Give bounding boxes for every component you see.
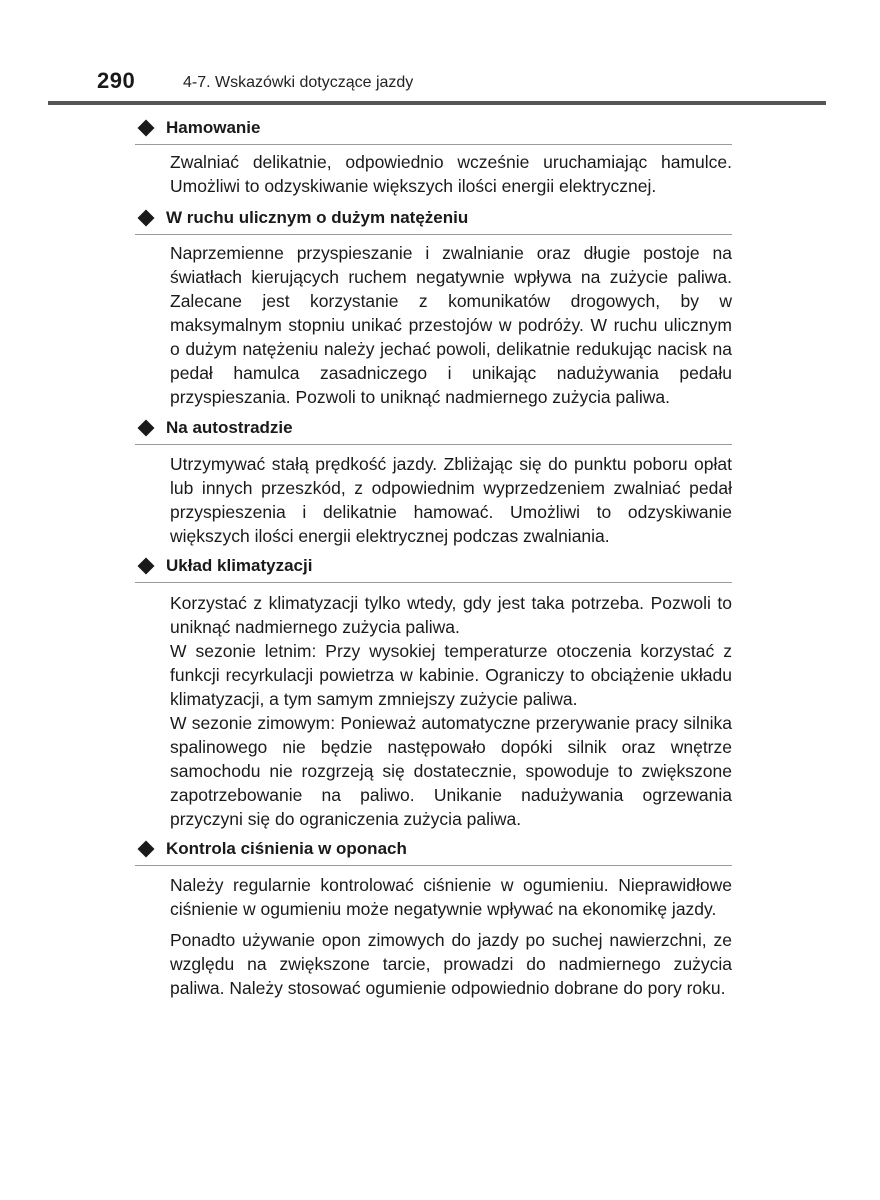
- section-body: [170, 150, 732, 198]
- page-number: 290: [97, 68, 136, 93]
- section-body: [170, 241, 732, 409]
- paragraph: Ponadto używanie opon zimowych do jazdy po suchej nawierzchni, ze względu na zwiększone tarcie, prowadzi do nadmiernego zużycia paliwa. Należy stosować ogumienie odpowiednio dobrane do pory roku.: [170, 930, 732, 998]
- section-title: Na autostradzie: [166, 418, 293, 437]
- paragraph: Utrzymywać stałą prędkość jazdy. Zbliżając się do punktu poboru opłat lub innych przeszkód, z odpowiednim wyprzedzeniem zwalniać pedał przyspieszenia i delikatnie hamować. Umożliwi to odzyskiwanie większych ilości energii elektrycznej podczas zwalniania.: [170, 454, 732, 546]
- header-rule: [48, 101, 826, 105]
- diamond-bullet-icon: [138, 120, 155, 137]
- section-heading: [135, 839, 732, 866]
- section-heading: [135, 556, 732, 583]
- section-title: Hamowanie: [166, 118, 261, 137]
- section-heading: [135, 118, 732, 145]
- diamond-bullet-icon: [138, 420, 155, 437]
- section-body: [170, 452, 732, 548]
- paragraph: W sezonie zimowym: Ponieważ automatyczne przerywanie pracy silnika spalinowego nie będzie następowało dopóki silnik oraz wnętrze samochodu nie rozgrzeją się dostatecznie, spowoduje to zwiększone zapotrzebowanie na paliwo. Unikanie nadużywania ogrzewania przyczyni się do ograniczenia zużycia paliwa.: [170, 713, 732, 829]
- paragraph: Należy regularnie kontrolować ciśnienie w ogumieniu. Nieprawidłowe ciśnienie w ogumieniu może negatywnie wpływać na ekonomikę jazdy.: [170, 875, 732, 919]
- paragraph: W sezonie letnim: Przy wysokiej temperaturze otoczenia korzystać z funkcji recyrkulacji powietrza w kabinie. Ograniczy to obciążenie układu klimatyzacji, a tym samym zmniejszy zużycie paliwa.: [170, 641, 732, 709]
- section-title: Układ klimatyzacji: [166, 556, 313, 575]
- paragraph: Naprzemienne przyspieszanie i zwalnianie oraz długie postoje na światłach kierujących ruchem negatywnie wpływa na zużycie paliwa. Zalecane jest korzystanie z komunikatów drogowych, by w maksymalnym stopniu unikać przestojów w podróży. W ruchu ulicznym o dużym natężeniu należy jechać powoli, delikatnie redukując nacisk na pedał hamulca zasadniczego i unikając nadużywania pedału przyspieszania. Pozwoli to uniknąć nadmiernego zużycia paliwa.: [170, 243, 732, 407]
- section-body: [170, 873, 732, 1000]
- diamond-bullet-icon: [138, 841, 155, 858]
- diamond-bullet-icon: [138, 210, 155, 227]
- chapter-title: 4-7. Wskazówki dotyczące jazdy: [183, 74, 414, 91]
- section-heading: [135, 418, 732, 445]
- section-title: W ruchu ulicznym o dużym natężeniu: [166, 208, 469, 227]
- paragraph: Zwalniać delikatnie, odpowiednio wcześnie uruchamiając hamulce. Umożliwi to odzyskiwanie większych ilości energii elektrycznej.: [170, 152, 732, 196]
- page-header: [0, 0, 880, 110]
- section-title: Kontrola ciśnienia w oponach: [166, 839, 407, 858]
- paragraph: Korzystać z klimatyzacji tylko wtedy, gdy jest taka potrzeba. Pozwoli to uniknąć nadmiernego zużycia paliwa.: [170, 593, 732, 637]
- section-heading: [135, 208, 732, 235]
- section-body: [170, 591, 732, 831]
- diamond-bullet-icon: [138, 558, 155, 575]
